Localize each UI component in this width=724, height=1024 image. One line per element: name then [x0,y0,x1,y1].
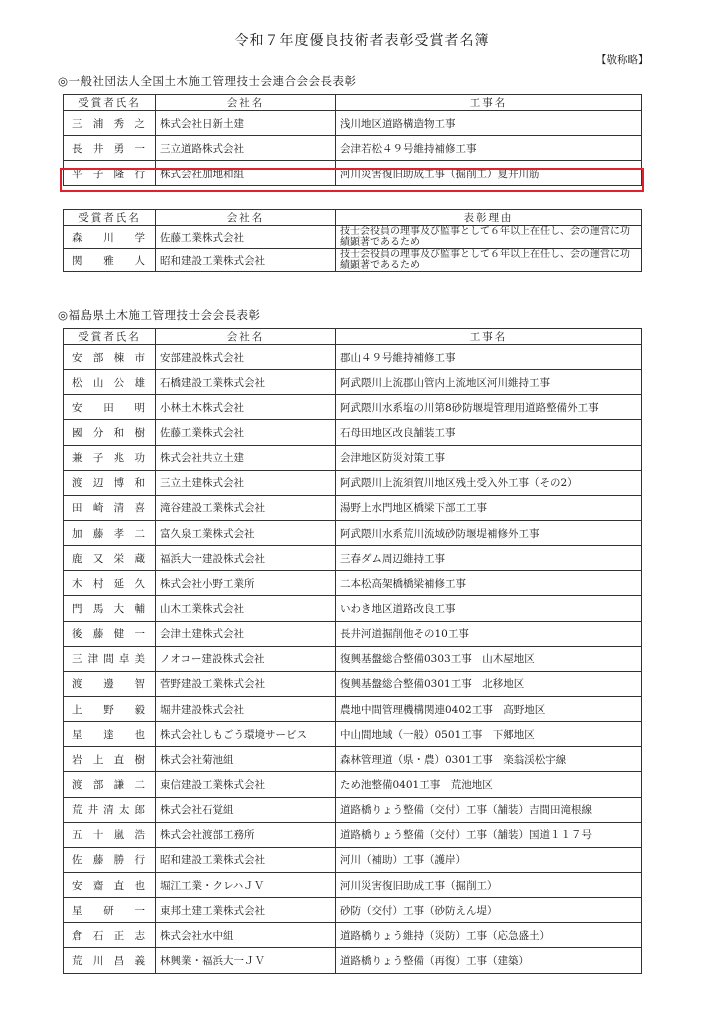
awardee-name: 星研一 [64,898,156,923]
company-name: 佐藤工業株式会社 [156,226,336,249]
table-row [64,345,642,370]
section2-awards-table [63,328,642,974]
table-row [64,797,642,822]
work-name: 阿武隈川上流須賀川地区残土受入外工事（その2） [336,470,642,495]
work-name: 三春ダム周辺維持工事 [336,546,642,571]
awardee-name: 松山公雄 [64,370,156,395]
company-name: 株式会社小野工業所 [156,571,336,596]
header-company: 会社名 [156,95,336,111]
section1-service-table [63,209,642,272]
work-name: 森林管理道（県・農）0301工事 楽翁渓松宇線 [336,747,642,772]
header-name: 受賞者氏名 [64,95,156,111]
awardee-name: 木村延久 [64,571,156,596]
table-row [64,646,642,671]
awardee-name: 五十嵐浩 [64,822,156,847]
awardee-name: 門馬大輔 [64,596,156,621]
work-name: 浅川地区道路構造物工事 [336,111,642,136]
award-reason: 技士会役員の理事及び監事として６年以上在任し、会の運営に功績顕著であるため [336,249,642,272]
work-name: 道路橋りょう整備（交付）工事（舗装）国道１１７号 [336,822,642,847]
work-name: 道路橋りょう維持（災防）工事（応急盛土） [336,923,642,948]
table-row [64,872,642,897]
awardee-name: 上野毅 [64,696,156,721]
table-row [64,420,642,445]
award-reason: 技士会役員の理事及び監事として６年以上在任し、会の運営に功績顕著であるため [336,226,642,249]
awardee-name: 岩上直樹 [64,747,156,772]
table-row [64,722,642,747]
table-row [64,671,642,696]
work-name: 復興基盤総合整備0301工事 北移地区 [336,671,642,696]
header-reason: 表彰理由 [336,210,642,226]
work-name: 石母田地区改良舗装工事 [336,420,642,445]
work-name: 河川災害復旧助成工事（掘削工）夏井川筋 [336,161,642,186]
company-name: 株式会社共立土建 [156,445,336,470]
company-name: ノオコー建設株式会社 [156,646,336,671]
awardee-name: 森川学 [64,226,156,249]
company-name: 三立土建株式会社 [156,470,336,495]
page-title: 令和７年度優良技術者表彰受賞者名簿 [234,33,490,49]
table-row [64,747,642,772]
company-name: 株式会社石覚組 [156,797,336,822]
table-row [64,596,642,621]
company-name: 東信建設工業株式会社 [156,772,336,797]
honorific-note: 【敬称略】 [596,54,649,66]
work-name: 中山間地域（一般）0501工事 下郷地区 [336,722,642,747]
work-name: 道路橋りょう整備（再復）工事（建築） [336,948,642,973]
table-row [64,772,642,797]
awardee-name: 荒井清太郎 [64,797,156,822]
awardee-name: 渡邊智 [64,671,156,696]
awardee-name: 平子隆行 [64,161,156,186]
table-row [64,445,642,470]
awardee-name: 安部棟市 [64,345,156,370]
awardee-name: 後藤健一 [64,621,156,646]
company-name: 東邦土建工業株式会社 [156,898,336,923]
table-row [64,948,642,973]
awardee-name: 國分和樹 [64,420,156,445]
table-row [64,136,642,161]
work-name: 砂防（交付）工事（砂防えん堤） [336,898,642,923]
table-row [64,696,642,721]
header-work: 工事名 [336,95,642,111]
awardee-name: 三浦秀之 [64,111,156,136]
header-work: 工事名 [336,329,642,345]
table-row [64,546,642,571]
awardee-name: 三津間卓美 [64,646,156,671]
work-name: 河川災害復旧助成工事（掘削工） [336,872,642,897]
awardee-name: 関雅人 [64,249,156,272]
awardee-name: 田崎清喜 [64,495,156,520]
company-name: 山木工業株式会社 [156,596,336,621]
awardee-name: 倉石正志 [64,923,156,948]
header-name: 受賞者氏名 [64,329,156,345]
table-row [64,822,642,847]
awardee-name: 渡部謙二 [64,772,156,797]
company-name: 菅野建設工業株式会社 [156,671,336,696]
company-name: 堀井建設株式会社 [156,696,336,721]
work-name: 阿武隈川上流郡山管内上流地区河川維持工事 [336,370,642,395]
table-header-row [64,210,642,226]
work-name: ため池整備0401工事 荒池地区 [336,772,642,797]
table-row [64,923,642,948]
company-name: 林興業・福浜大一ＪＶ [156,948,336,973]
table-row [64,111,642,136]
awardee-name: 鹿又栄蔵 [64,546,156,571]
table-row [64,249,642,272]
section2-heading: ◎福島県土木施工管理技士会会長表彰 [58,308,261,322]
work-name: いわき地区道路改良工事 [336,596,642,621]
company-name: 株式会社日新土建 [156,111,336,136]
company-name: 小林土木株式会社 [156,395,336,420]
header-name: 受賞者氏名 [64,210,156,226]
company-name: 富久泉工業株式会社 [156,520,336,545]
awardee-name: 加藤孝二 [64,520,156,545]
company-name: 安部建設株式会社 [156,345,336,370]
work-name: 河川（補助）工事（護岸） [336,847,642,872]
work-name: 道路橋りょう整備（交付）工事（舗装）吉間田滝根線 [336,797,642,822]
work-name: 長井河道掘削他その10工事 [336,621,642,646]
awardee-name: 荒川昌義 [64,948,156,973]
awardee-name: 渡辺博和 [64,470,156,495]
table-row [64,847,642,872]
work-name: 農地中間管理機構関連0402工事 高野地区 [336,696,642,721]
company-name: 三立道路株式会社 [156,136,336,161]
company-name: 堀江工業・クレハＪＶ [156,872,336,897]
awardee-name: 長井勇一 [64,136,156,161]
section1-heading: ◎一般社団法人全国土木施工管理技士会連合会会長表彰 [58,74,357,88]
work-name: 阿武隈川水系荒川流域砂防堰堤補修外工事 [336,520,642,545]
highlight-box [60,168,644,192]
work-name: 郡山４９号維持補修工事 [336,345,642,370]
work-name: 会津若松４９号維持補修工事 [336,136,642,161]
work-name: 阿武隈川水系塩の川第8砂防堰堤管理用道路整備外工事 [336,395,642,420]
work-name: 湯野上水門地区橋梁下部工工事 [336,495,642,520]
table-row [64,395,642,420]
table-row [64,520,642,545]
awardee-name: 兼子兆功 [64,445,156,470]
company-name: 福浜大一建設株式会社 [156,546,336,571]
company-name: 株式会社加地和組 [156,161,336,186]
company-name: 会津土建株式会社 [156,621,336,646]
table-row [64,621,642,646]
awardee-name: 星達也 [64,722,156,747]
work-name: 二本松高架橋橋梁補修工事 [336,571,642,596]
table-row [64,495,642,520]
table-header-row [64,95,642,111]
awardee-name: 安齋直也 [64,872,156,897]
header-company: 会社名 [156,210,336,226]
table-row [64,370,642,395]
company-name: 昭和建設工業株式会社 [156,249,336,272]
table-row [64,898,642,923]
table-header-row [64,329,642,345]
work-name: 会津地区防災対策工事 [336,445,642,470]
company-name: 滝谷建設工業株式会社 [156,495,336,520]
company-name: 昭和建設工業株式会社 [156,847,336,872]
company-name: 株式会社しもごう環境サービス [156,722,336,747]
company-name: 株式会社菊池組 [156,747,336,772]
work-name: 復興基盤総合整備0303工事 山木屋地区 [336,646,642,671]
table-row [64,571,642,596]
company-name: 株式会社水中組 [156,923,336,948]
company-name: 佐藤工業株式会社 [156,420,336,445]
table-row [64,226,642,249]
company-name: 石橋建設工業株式会社 [156,370,336,395]
awardee-name: 佐藤勝行 [64,847,156,872]
awardee-name: 安田明 [64,395,156,420]
table-row [64,470,642,495]
company-name: 株式会社渡部工務所 [156,822,336,847]
header-company: 会社名 [156,329,336,345]
